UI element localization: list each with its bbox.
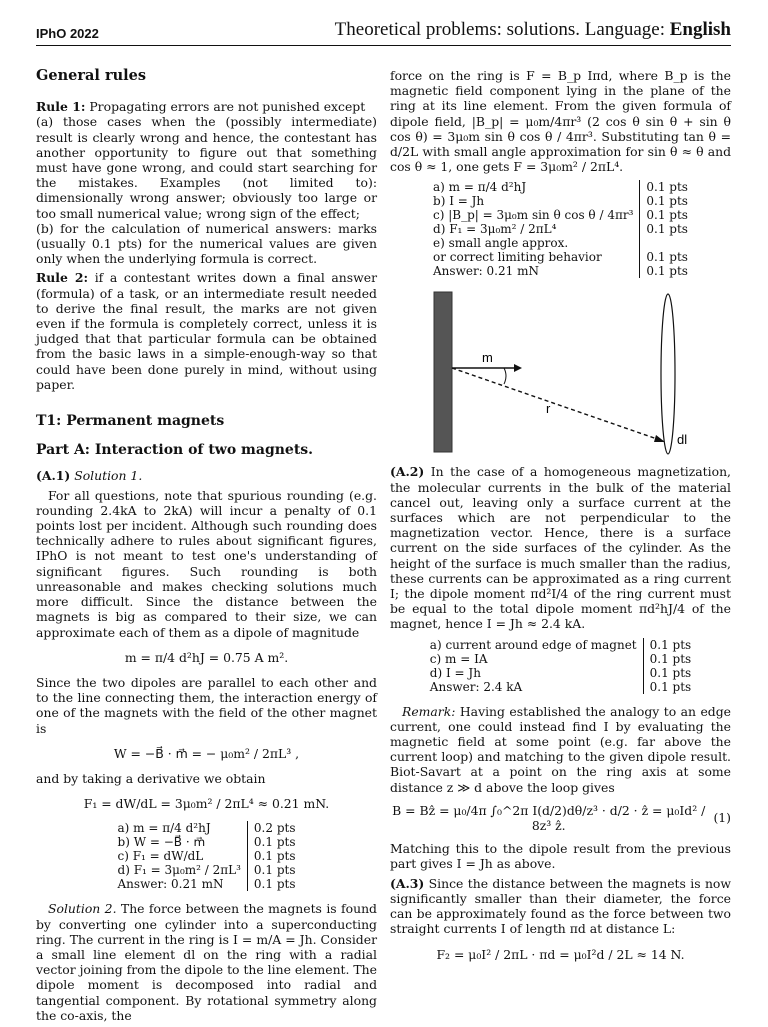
a1-heading (36, 468, 377, 483)
general-rules-heading: General rules (36, 67, 147, 84)
table-row (112, 863, 302, 877)
solution2-paragraph (36, 901, 377, 1023)
a2-paragraph (390, 464, 731, 631)
mark-item: c) |B_p| = 3μ₀m sin θ cos θ / 4πr³ (433, 208, 634, 223)
solution2-label: Solution 2. (48, 901, 117, 917)
equation-interaction-energy: W = −B⃗ · m⃗ = − μ₀m² / 2πL³ , (113, 745, 300, 761)
table-row (427, 222, 694, 236)
mark-points: 0.1 pts (643, 680, 697, 694)
a1-paragraph-2: Since the two dipoles are parallel to each other and to the line connecting them, the interaction energy of one of the magnets with the field of the other magnet is (36, 674, 377, 736)
a2-text: In the case of a homogeneous magnetization, the molecular currents in the bulk of the material cancel out, leaving only a surface current at the surfaces which are not perpendicular to the magnetization vector. Hence, there is a surface current on the side surfaces of the cylinder. As the height of the surface is much smaller than the radius, these currents can be approximated as a ring current I; the dipole moment πd²I/4 of the ring current must be equal to the total dipole moment πd²hJ/4 of the magnet, hence I = Jh ≈ 2.4 kA. (390, 464, 731, 632)
mark-item: b) W = −B⃗ · m⃗ (117, 835, 206, 850)
a1-paragraph-3: and by taking a derivative we obtain (36, 770, 266, 786)
a1-label: (A.1) (36, 468, 71, 484)
mark-item: a) m = π/4 d²hJ (433, 180, 527, 195)
mark-item: d) F₁ = 3μ₀m² / 2πL⁴ (433, 222, 557, 237)
matching-paragraph: Matching this to the dipole result from the previous part gives I = Jh as above. (390, 841, 731, 872)
equation-dipole-moment: m = π/4 d²hJ = 0.75 A m². (124, 649, 289, 665)
solution2-continued: force on the ring is F = B_p Iπd, where B_p is the magnetic field component lying in the plane of the ring at its line element. From the given formula of dipole field, |B_p| = μ₀m/4πr³ (2 cos θ sin θ + sin θ cos θ) = 3μ₀m sin θ cos θ / 4πr³. Substituting tan θ = d/2L with small angle approximation for sin θ ≈ θ and cos θ ≈ 1, one gets F = 3μ₀m² / 2πL⁴. (390, 68, 731, 175)
table-row (112, 849, 302, 863)
moment-arrow-head (514, 364, 522, 372)
header-contest: IPhO 2022 (36, 26, 99, 41)
mark-points: 0.1 pts (247, 835, 301, 849)
table-row (112, 821, 302, 835)
table-row (424, 666, 697, 680)
figure-svg (390, 288, 731, 458)
mark-item: d) F₁ = 3μ₀m² / 2πL³ (117, 863, 241, 878)
mark-item: b) I = Jh (433, 194, 485, 209)
label-dl: dl (677, 432, 688, 448)
marking-table-a1 (112, 821, 302, 891)
label-r: r (546, 401, 551, 417)
marking-table-a2 (424, 638, 697, 694)
right-column (390, 68, 731, 972)
mark-item: Answer: 0.21 mN (117, 877, 224, 892)
rule1-paragraph (36, 99, 377, 266)
mark-item: Answer: 0.21 mN (433, 264, 539, 279)
table-row (427, 180, 694, 194)
header-title (334, 19, 731, 40)
rule1-b: (b) for the calculation of numerical answers: marks (usually 0.1 pts) for the numerical values are given only when the underlying formula is correct. (36, 220, 377, 267)
mark-item: e) small angle approx. (433, 236, 569, 251)
equation-force-f1: F₁ = dW/dL = 3μ₀m² / 2πL⁴ ≈ 0.21 mN. (83, 796, 330, 812)
mark-points (640, 236, 694, 250)
rule2-label: Rule 2: (36, 270, 89, 286)
table-row (427, 250, 694, 264)
mark-item: Answer: 2.4 kA (429, 679, 523, 694)
mark-points: 0.1 pts (640, 250, 694, 264)
t1-heading: T1: Permanent magnets (36, 413, 225, 430)
mark-item: a) m = π/4 d²hJ (117, 821, 211, 836)
mark-points: 0.1 pts (643, 666, 697, 680)
label-m: m (482, 350, 493, 366)
mark-points: 0.1 pts (640, 208, 694, 222)
a3-label: (A.3) (390, 875, 425, 891)
a3-paragraph (390, 876, 731, 937)
mark-points: 0.1 pts (640, 180, 694, 194)
mark-points: 0.1 pts (643, 652, 697, 666)
equation-force-f2: F₂ = μ₀I² / 2πL · πd = μ₀I²d / 2L ≈ 14 N. (436, 946, 685, 962)
ring-ellipse (661, 294, 675, 454)
table-row (427, 236, 694, 250)
table-row (427, 208, 694, 222)
table-row (112, 877, 302, 891)
rule2-paragraph (36, 270, 377, 392)
a1-paragraph-1: For all questions, note that spurious rounding (e.g. rounding 2.4kA to 2kA) will incur a penalty of 0.1 points lost per incident. Although such rounding does technically adhere to rules about significant figures, IPhO is not meant to test one's understanding of significant figures. Such rounding is both unreasonable and makes checking solutions much more difficult. Since the distance between the magnets is big as compared to their size, we can approximate each of them as a dipole of magnitude (36, 487, 377, 640)
mark-item: or correct limiting behavior (433, 250, 602, 265)
remark-paragraph (390, 704, 731, 795)
a1-solution-label: Solution 1. (70, 468, 143, 484)
mark-points: 0.1 pts (247, 863, 301, 877)
remark-text: Having established the analogy to an edge current, one could instead find I by evaluating the magnetic field at some point (e.g. far above the current loop) and matching to the given dipole result. Biot-Savart at a point on the ring axis at some distance z ≫ d above the loop gives (390, 703, 731, 795)
equation-number: (1) (713, 810, 731, 826)
header-title-prefix: Theoretical problems: solutions. Language: (334, 19, 670, 40)
dipole-ring-figure (390, 288, 731, 458)
mark-item: c) m = IA (429, 651, 488, 666)
mark-item: a) current around edge of magnet (429, 637, 637, 652)
rule2-text: if a contestant writes down a final answer (formula) of a task, or an intermediate result needed to derive the final result, the marks are not given even if the formula is completely correct, unless it is judged that that particular formula can be obtained from the basic laws in a simple-enough-way so that could have been done purely in mind, without using paper. (36, 270, 378, 392)
magnet-cylinder (434, 292, 452, 452)
mark-points: 0.1 pts (640, 264, 694, 278)
equation-biot-savart-body: B = Bẑ = μ₀/4π ∫₀^2π I(d/2)dθ/z³ · d/2 · ẑ = μ₀Id² / 8z³ ẑ. (392, 802, 706, 834)
solution2-text: The force between the magnets is found by converting one cylinder into a superconducting ring. The current in the ring is I = m/A = Jh. Consider a small line element dl on the ring with a radial vector joining from the dipole to the line element. The dipole moment is decomposed into radial and tangential component. By rotational symmetry along the co-axis, the (36, 901, 377, 1023)
header-language: English (669, 19, 731, 40)
left-column (36, 68, 377, 1027)
radius-line (452, 368, 660, 440)
equation-biot-savart (390, 803, 731, 833)
table-row (424, 638, 697, 652)
mark-points: 0.1 pts (247, 849, 301, 863)
angle-arc (504, 368, 506, 384)
mark-points: 0.1 pts (247, 877, 301, 891)
mark-points: 0.2 pts (247, 821, 301, 835)
marking-table-solution2 (427, 180, 694, 278)
mark-item: c) F₁ = dW/dL (117, 849, 204, 864)
table-row (424, 652, 697, 666)
table-row (424, 680, 697, 694)
table-row (427, 194, 694, 208)
mark-points: 0.1 pts (640, 194, 694, 208)
rule1-label: Rule 1: (36, 99, 86, 115)
mark-item: d) I = Jh (429, 665, 481, 680)
rule1-a: (a) those cases when the (possibly intermediate) result is clearly wrong and hence, the contestant has another opportunity to figure out that something must have gone wrong, and could start searching for the mistakes. Examples (not limited to): dimensionally wrong answer; obviously too large or too small numerical value; wrong sign of the effect; (36, 114, 377, 221)
rule1-text: Propagating errors are not punished except (85, 99, 366, 115)
remark-label: Remark: (402, 703, 456, 719)
table-row (427, 264, 694, 278)
a2-label: (A.2) (390, 464, 425, 480)
table-row (112, 835, 302, 849)
a3-text: Since the distance between the magnets is now significantly smaller than their diameter, the force can be approximately found as the force between two straight currents I of length πd at distance L: (390, 875, 731, 937)
mark-points: 0.1 pts (640, 222, 694, 236)
mark-points: 0.1 pts (643, 638, 697, 652)
header-rule (36, 45, 731, 46)
part-a-heading: Part A: Interaction of two magnets. (36, 442, 314, 459)
